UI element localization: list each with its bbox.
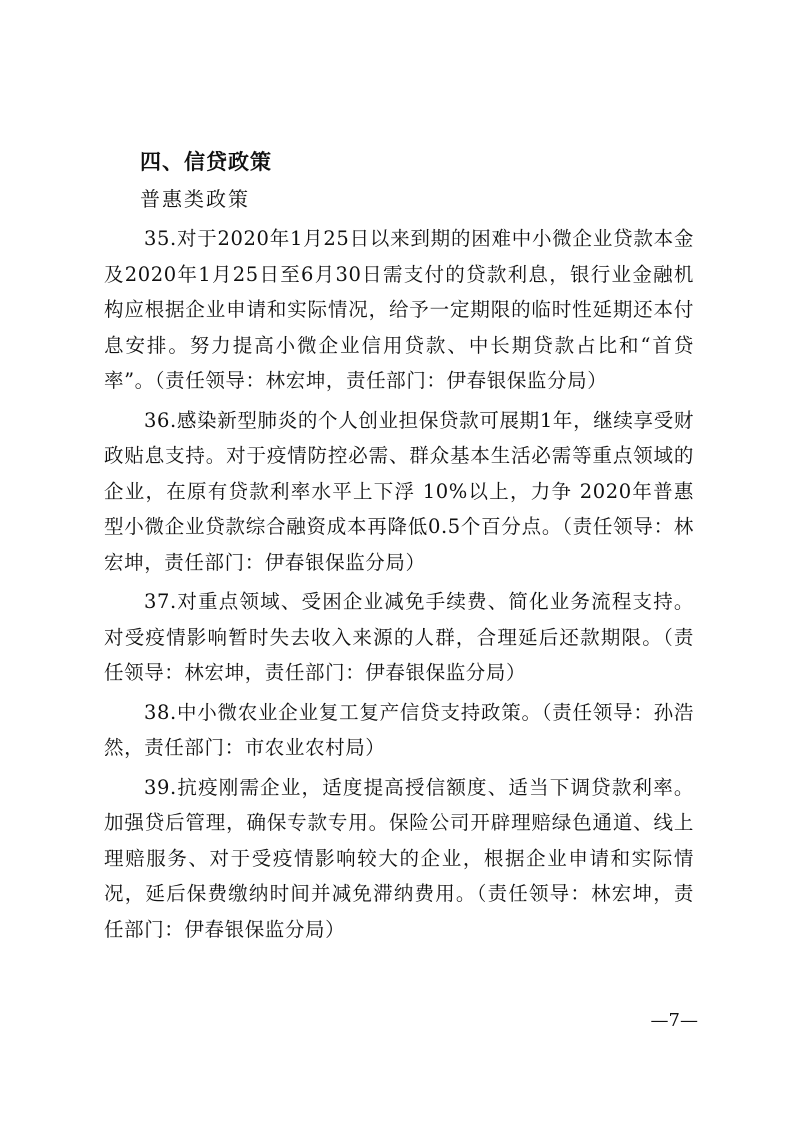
paragraph-37: 37.对重点领域、受困企业减免手续费、简化业务流程支持。对受疫情影响暂时失去收入来源的人群，合理延后还款期限。（责任领导：林宏坤，责任部门：伊春银保监分局） (104, 590, 694, 684)
paragraph-39: 39.抗疫刚需企业，适度提高授信额度、适当下调贷款利率。加强贷后管理，确保专款专用。保险公司开辟理赔绿色通道、线上理赔服务、对于受疫情影响较大的企业，根据企业申请和实际情况，延后保费缴纳时间并减免滞纳费用。（责任领导：林宏坤，责任部门：伊春银保监分局） (104, 775, 694, 941)
section-subtitle: 普惠类政策 (140, 187, 250, 211)
paragraph-36: 36.感染新型肺炎的个人创业担保贷款可展期1年，继续享受财政贴息支持。对于疫情防控必需、群众基本生活必需等重点领域的企业，在原有贷款利率水平上下浮 10%以上，力争 2020年普惠型小微企业贷款综合融资成本再降低0.5个百分点。（责任领导：林宏坤，责任部门：伊春银保监分局） (104, 408, 694, 574)
page-number: —7— (650, 1010, 698, 1031)
section-title: 四、信贷政策 (140, 150, 272, 174)
document-body (104, 147, 694, 951)
paragraph-38: 38.中小微农业企业复工复产信贷支持政策。（责任领导：孙浩然，责任部门：市农业农村局） (104, 700, 694, 759)
paragraph-35: 35.对于2020年1月25日以来到期的困难中小微企业贷款本金及2020年1月25日至6月30日需支付的贷款利息，银行业金融机构应根据企业申请和实际情况，给予一定期限的临时性延期还本付息安排。努力提高小微企业信用贷款、中长期贷款占比和“首贷率”。（责任领导：林宏坤，责任部门：伊春银保监分局） (104, 227, 694, 392)
